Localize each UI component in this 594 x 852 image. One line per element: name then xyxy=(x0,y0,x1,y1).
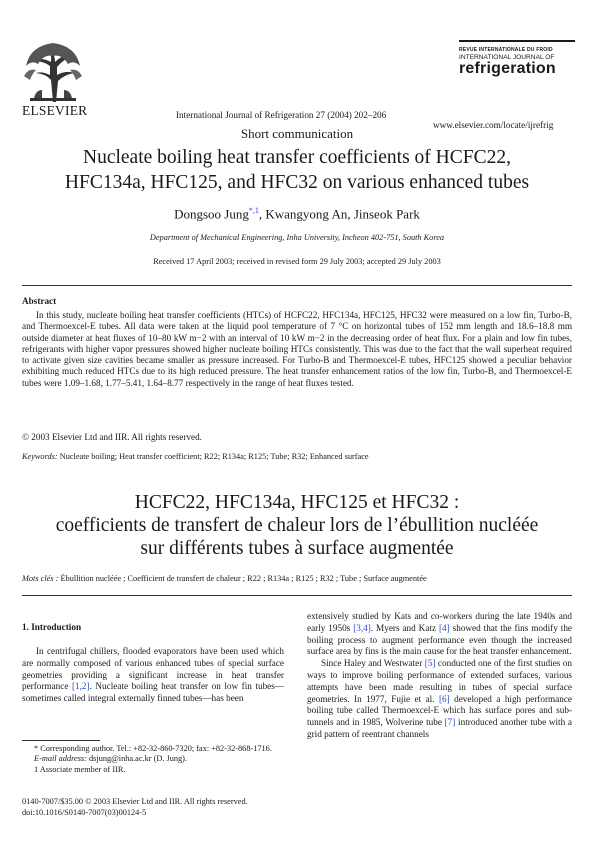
citation-link[interactable]: [5] xyxy=(424,658,436,669)
text: In centrifugal chillers, flooded evaporators have been used which are normally composed of various enhanced tubes of special surface geometries providing a significant increase in heat transfer performance xyxy=(22,646,284,692)
abstract-text: In this study, nucleate boiling heat transfer coefficients (HTCs) of HCFC22, HFC134a, HFC125, HFC32 were measured on a low fin, Turbo-B, and Thermoexcel-E tubes. All data were taken at the liquid pool temperature of 7 °C on horizontal tubes of 152 mm length and 18.6–18.8 mm outside diameter at heat fluxes of 10–80 kW m−2 with an interval of 10 kW m−2 in the decreasing order of heat flux. For a plain and low fin tubes, refrigerants with higher vapor pressures showed higher nucleate boiling HTCs consistently. This was due to the fact that the wall superheat required to activate given size cavities became smaller as pressure increased. For Turbo-B and Thermoexcel-E tubes, HFC125 showed a peculiar behavior exhibiting much reduced HTCs due to its high reduced pressure. The heat transfer enhancement ratios of the low fin, Turbo-B, and Thermoexcel-E tubes were 1.09–1.68, 1.77–5.41, 1.64–8.77 respectively in the range of heat fluxes tested. xyxy=(22,310,572,388)
brand-line1: REVUE INTERNATIONALE DU FROID xyxy=(459,47,553,53)
introduction-heading: 1. Introduction xyxy=(22,622,82,632)
doi-line[interactable]: doi:10.1016/S0140-7007(03)00124-5 xyxy=(22,808,147,817)
mots-label: Mots clés : xyxy=(22,574,59,583)
text: introduced another tube with a grid pattern of reentrant channels xyxy=(307,717,572,739)
title-line-2: HFC134a, HFC125, and HFC32 on various enhanced tubes xyxy=(64,172,530,193)
article-title xyxy=(20,145,574,195)
section-label: Short communication xyxy=(240,126,354,141)
issn-line: 0140-7007/$35.00 © 2003 Elsevier Ltd and IIR. All rights reserved. xyxy=(22,797,248,806)
text: showed that the fins modify the boiling process to augment performance even though the increased surface area by fins is the main cause for the heat transfer enhancement. xyxy=(307,622,572,657)
membership-note: 1 Associate member of IIR. xyxy=(34,764,126,774)
title-line-1: Nucleate boiling heat transfer coefficients of HCFC22, xyxy=(83,147,511,168)
brand-line2: INTERNATIONAL JOURNAL OF xyxy=(459,54,555,61)
text: Since Haley and Westwater xyxy=(321,658,425,669)
elsevier-tree-logo xyxy=(22,40,84,104)
other-authors: , Kwangyong An, Jinseok Park xyxy=(258,206,420,222)
citation-link[interactable]: [7] xyxy=(444,717,456,728)
abstract-heading: Abstract xyxy=(22,296,57,306)
citation-link[interactable]: [1,2] xyxy=(71,681,90,692)
french-title-line-2: coefficients de transfert de chaleur lors de l’ébullition nucléée xyxy=(55,515,539,536)
journal-url[interactable]: www.elsevier.com/locate/ijrefrig xyxy=(433,120,554,130)
affiliation: Department of Mechanical Engineering, Inha University, Incheon 402-751, South Korea xyxy=(149,233,445,242)
text: conducted one of the first studies on ways to improve boiling performance of extended surfaces, various attempts have been made resulting in tubes of special surface geometries. In 1977, Fujie et al. xyxy=(307,658,572,704)
publisher-name: ELSEVIER xyxy=(22,103,88,118)
journal-brand xyxy=(459,40,575,78)
corresponding-author-note: * Corresponding author. Tel.: +82-32-860-7320; fax: +82-32-868-1716. xyxy=(34,744,272,753)
text: . Nucleate boiling heat transfer on low fin tubes—sometimes called integral externally finned tubes—has been xyxy=(22,681,284,704)
keywords-label: Keywords: xyxy=(22,452,58,461)
brand-rule xyxy=(459,40,575,42)
email-address[interactable]: dsjung@inha.ac.kr (D. Jung). xyxy=(86,754,187,764)
keywords-list: Nucleate boiling; Heat transfer coefficient; R22; R134a; R125; Tube; R32; Enhanced surface xyxy=(57,452,369,461)
keywords xyxy=(22,452,369,461)
footnotes xyxy=(22,744,284,775)
text: developed a high performance boiling tube called Thermoexcel-E which has surface pores and sub-tunnels and in 1985, Wolverine tube xyxy=(307,693,572,728)
author-footnote-mark[interactable]: *,1 xyxy=(248,206,259,215)
text: . Myers and Katz xyxy=(370,622,439,633)
french-title-line-1: HCFC22, HFC134a, HFC125 et HFC32 : xyxy=(134,492,460,513)
author-name: Dongsoo Jung xyxy=(174,206,249,222)
paragraph xyxy=(22,646,284,705)
left-column xyxy=(22,646,284,705)
email-note xyxy=(22,754,284,764)
author-list xyxy=(0,206,594,222)
paragraph xyxy=(307,611,572,658)
right-column xyxy=(307,611,572,741)
text: extensively studied by Kats and co-workers during the late 1940s and early 1950s xyxy=(307,611,572,633)
french-title xyxy=(20,491,574,560)
divider xyxy=(22,285,572,286)
citation-link[interactable]: [3,4] xyxy=(353,622,371,633)
french-keywords xyxy=(22,574,427,583)
citation-link[interactable]: [4] xyxy=(438,622,450,633)
paragraph xyxy=(307,658,572,741)
brand-name: refrigeration xyxy=(459,60,556,77)
received-dates: Received 17 April 2003; received in revised form 29 July 2003; accepted 29 July 2003 xyxy=(153,257,441,266)
divider xyxy=(22,595,572,596)
citation-link[interactable]: [6] xyxy=(438,693,450,704)
mots-list: Ébullition nucléée ; Coefficient de transfert de chaleur ; R22 ; R134a ; R125 ; R32 ; Tube ; Surface augmentée xyxy=(58,574,427,583)
footnote-divider xyxy=(22,740,100,741)
abstract-copyright: © 2003 Elsevier Ltd and IIR. All rights reserved. xyxy=(22,432,202,442)
french-title-line-3: sur différents tubes à surface augmentée xyxy=(140,538,454,559)
journal-citation: International Journal of Refrigeration 27 (2004) 202–206 xyxy=(176,110,387,120)
email-label: E-mail address: xyxy=(34,754,87,764)
